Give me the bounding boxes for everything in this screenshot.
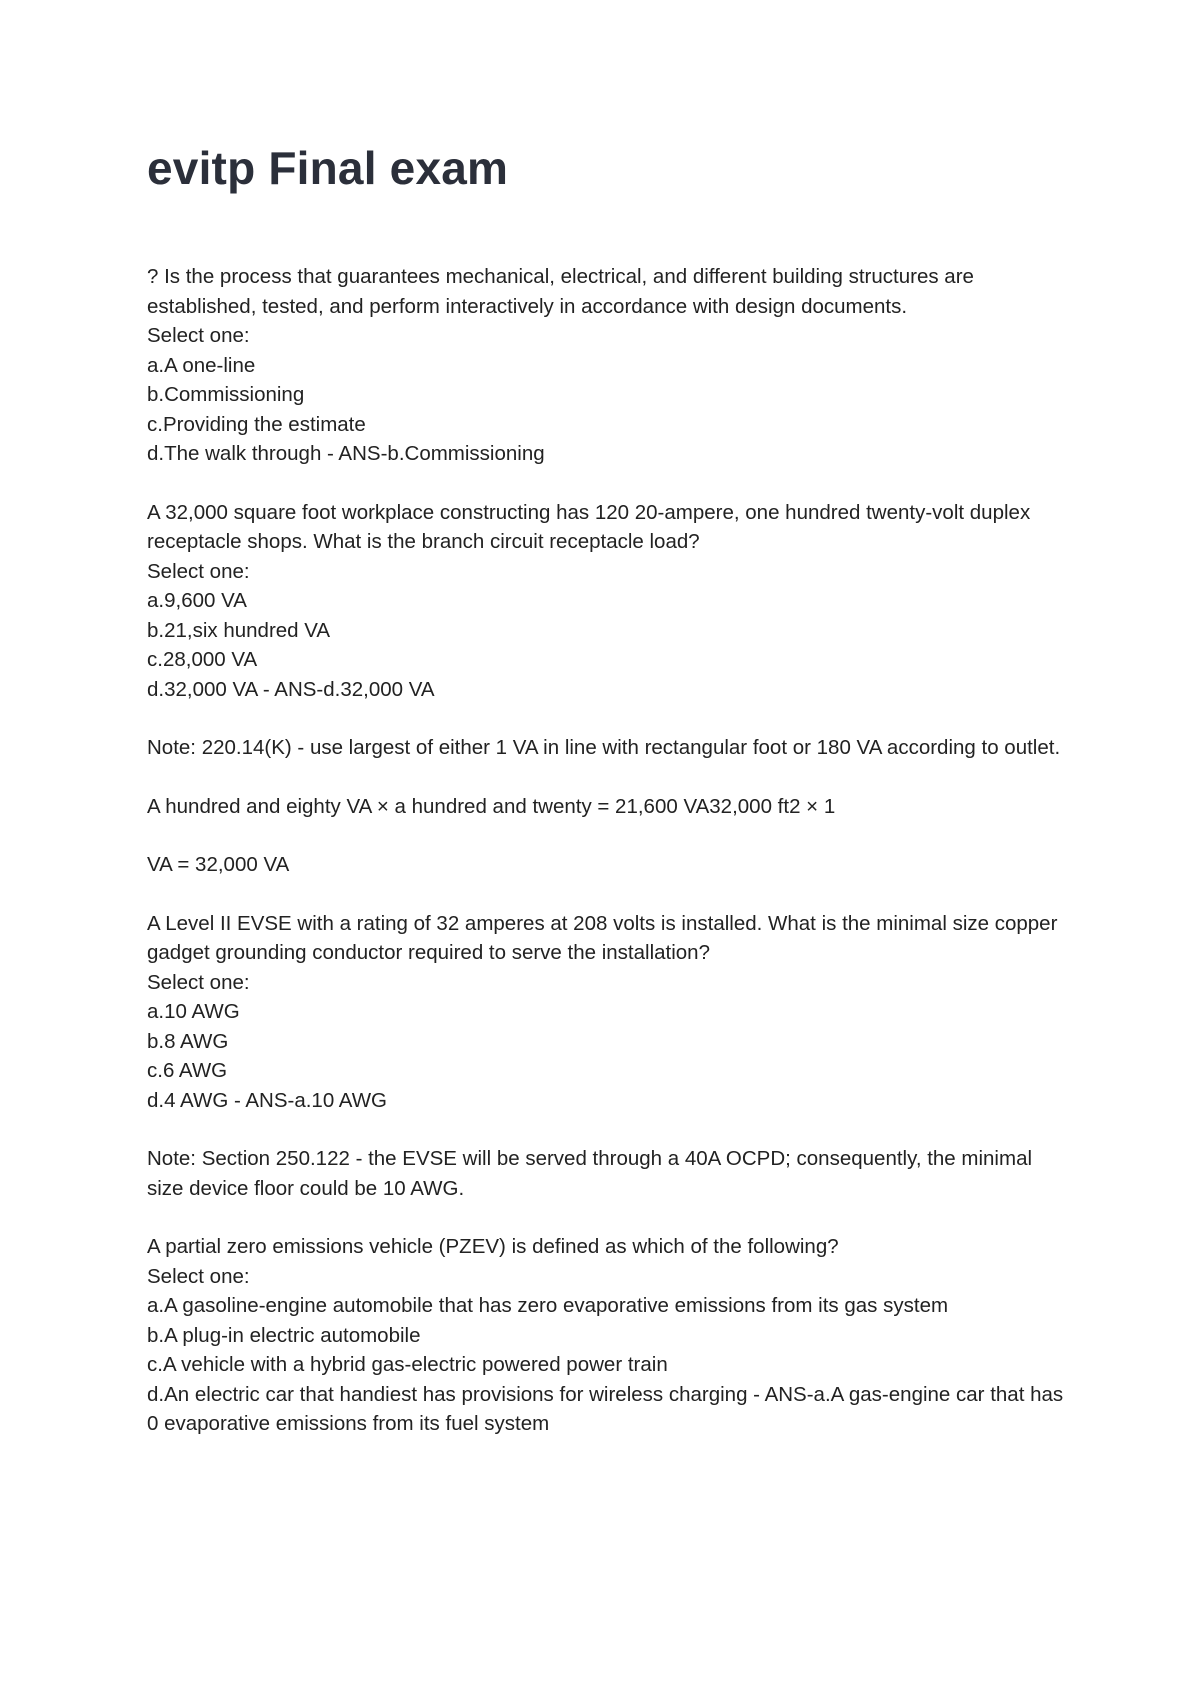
select-one-label: Select one: <box>147 324 250 347</box>
option-b: b.21,six hundred VA <box>147 618 331 642</box>
document-title: evitp Final exam <box>147 142 509 194</box>
option-c: c.Providing the estimate <box>147 412 366 436</box>
option-a: a.A gasoline-engine automobile that has zero evaporative emissions from its gas system <box>147 1294 949 1317</box>
calculation-text: A hundred and eighty VA × a hundred and twenty = 21,600 VA32,000 ft2 × 1 <box>147 794 836 818</box>
document-page <box>147 140 1067 1468</box>
option-b: b.Commissioning <box>147 383 305 406</box>
question-block-1 <box>147 262 1067 469</box>
option-b: b.8 AWG <box>147 1029 229 1053</box>
note-block-2 <box>147 733 1067 763</box>
calculation-text: VA = 32,000 VA <box>147 853 290 876</box>
option-c: c.28,000 VA <box>147 648 258 671</box>
calculation-line-2 <box>147 850 1067 880</box>
option-d-answer: d.The walk through - ANS-b.Commissioning <box>147 442 545 465</box>
option-d-answer: d.4 AWG - ANS-a.10 AWG <box>147 1088 388 1112</box>
option-c: c.6 AWG <box>147 1059 228 1082</box>
option-b: b.A plug-in electric automobile <box>147 1323 421 1347</box>
question-block-4 <box>147 1232 1067 1439</box>
question-text: A Level II EVSE with a rating of 32 amperes at 208 volts is installed. What is the minimal size copper gadget grounding conductor required to serve the installation? <box>147 911 1058 964</box>
option-a: a.10 AWG <box>147 1000 240 1023</box>
select-one-label: Select one: <box>147 559 250 583</box>
note-text: Note: 220.14(K) - use largest of either 1 VA in line with rectangular foot or 180 VA according to outlet. <box>147 736 1061 759</box>
question-text: A 32,000 square foot workplace constructing has 120 20-ampere, one hundred twenty-volt duplex receptacle shops. What is the branch circuit receptacle load? <box>147 500 1031 553</box>
option-d-answer: d.An electric car that handiest has provisions for wireless charging - ANS-a.A gas-engine car that has 0 evaporative emissions from its fuel system <box>147 1382 1064 1435</box>
select-one-label: Select one: <box>147 1264 250 1288</box>
question-block-3 <box>147 909 1067 1116</box>
note-text: Note: Section 250.122 - the EVSE will be served through a 40A OCPD; consequently, the minimal size device floor could be 10 AWG. <box>147 1147 1033 1200</box>
option-a: a.9,600 VA <box>147 589 247 612</box>
select-one-label: Select one: <box>147 970 250 994</box>
question-block-2 <box>147 498 1067 705</box>
option-a: a.A one-line <box>147 353 256 377</box>
option-c: c.A vehicle with a hybrid gas-electric powered power train <box>147 1353 668 1376</box>
question-text: A partial zero emissions vehicle (PZEV) is defined as which of the following? <box>147 1235 839 1258</box>
note-block-3 <box>147 1144 1067 1203</box>
question-text: ? Is the process that guarantees mechanical, electrical, and different building structures are established, tested, and perform interactively in accordance with design documents. <box>147 265 974 318</box>
option-d-answer: d.32,000 VA - ANS-d.32,000 VA <box>147 677 435 701</box>
calculation-line-1 <box>147 792 1067 822</box>
